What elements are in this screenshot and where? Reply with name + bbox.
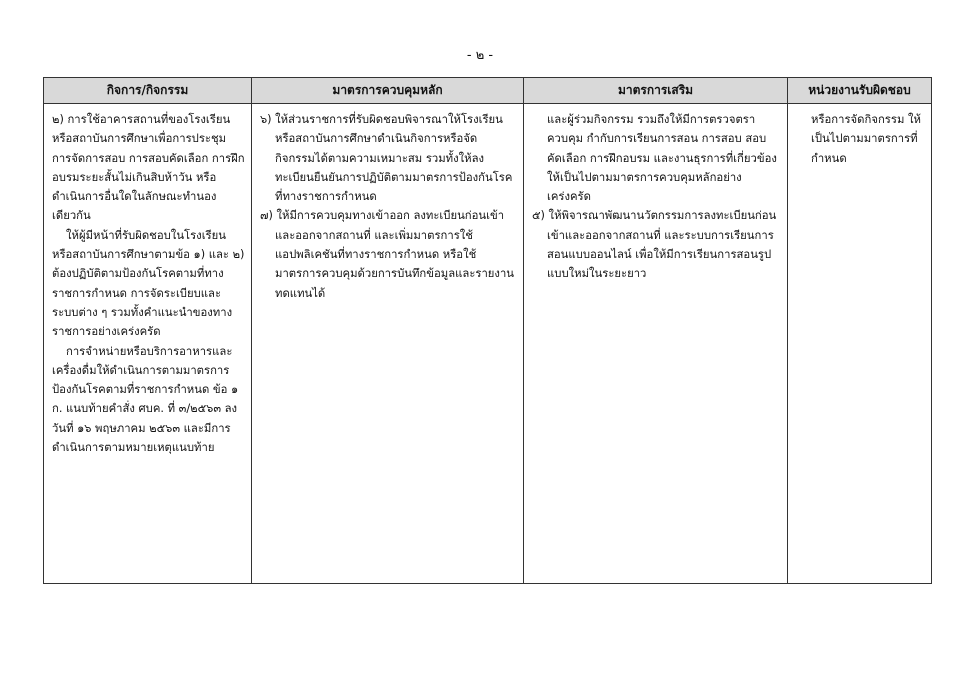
cell-additional-measures [524,104,788,584]
cell-activity [44,104,252,584]
page-number: - ๒ - [466,48,494,63]
cell-main-measures [252,104,524,584]
cell-responsible-agency [788,104,932,584]
header-additional-measures: มาตรการเสริม [524,78,788,104]
activity-responsibility: ให้ผู้มีหน้าที่รับผิดชอบในโรงเรียน หรือสถาบันการศึกษาตามข้อ ๑) และ ๒) ต้องปฏิบัติตามป้องกันโรคตามที่ทางราชการกำหนด การจัดระเบียบและระบบต่าง ๆ รวมทั้งคำแนะนำของทางราชการอย่างเคร่งครัด [52,228,245,339]
header-responsible-agency: หน่วยงานรับผิดชอบ [788,78,932,104]
table-header-row [44,78,932,104]
activity-item-2: ๒) การใช้อาคารสถานที่ของโรงเรียน หรือสถาบันการศึกษาเพื่อการประชุม การจัดการสอบ การสอบคัดเลือก การฝึกอบรมระยะสั้นไม่เกินสิบห้าวัน หรือดำเนินการอื่นใดในลักษณะทำนองเดียวกัน [52,113,245,223]
main-measure-6: ๖) ให้ส่วนราชการที่รับผิดชอบพิจารณาให้โรงเรียน หรือสถาบันการศึกษาดำเนินกิจการหรือจัดกิจกรรมได้ตามความเหมาะสม รวมทั้งให้ลงทะเบียนยืนยันการปฏิบัติตามมาตรการป้องกันโรคที่ทางราชการกำหนด [260,113,513,204]
activity-food-service: การจำหน่ายหรือบริการอาหารและเครื่องดื่มให้ดำเนินการตามมาตรการป้องกันโรคตามที่ราชการกำหนด ข้อ ๑ ก. แนบท้ายคำสั่ง ศบค. ที่ ๓/๒๕๖๓ ลงวันที่ ๑๖ พฤษภาคม ๒๕๖๓ และมีการดำเนินการตามหมายเหตุแนบท้าย [52,344,239,455]
measures-table [43,77,932,584]
additional-measure-5: ๕) ให้พิจารณาพัฒนานวัตกรรมการลงทะเบียนก่อนเข้าและออกจากสถานที่ และระบบการเรียนการสอนแบบออนไลน์ เพื่อให้มีการเรียนการสอนรูปแบบใหม่ในระยะยาว [532,209,777,281]
header-main-measures: มาตรการควบคุมหลัก [252,78,524,104]
main-measure-7: ๗) ให้มีการควบคุมทางเข้าออก ลงทะเบียนก่อนเข้าและออกจากสถานที่ และเพิ่มมาตรการใช้แอปพลิเคชันที่ทางราชการกำหนด หรือใช้มาตรการควบคุมด้วยการบันทึกข้อมูลและรายงานทดแทนได้ [260,209,515,300]
table-row [44,104,932,584]
header-activity: กิจการ/กิจกรรม [44,78,252,104]
responsible-agency-text: หรือการจัดกิจกรรม ให้เป็นไปตามมาตรการที่กำหนด [811,113,921,165]
additional-measure-continued: และผู้ร่วมกิจกรรม รวมถึงให้มีการตรวจตรา ควบคุม กำกับการเรียนการสอน การสอบ สอบคัดเลือก การฝึกอบรม และงานธุรการที่เกี่ยวข้องให้เป็นไปตามมาตรการควบคุมหลักอย่างเคร่งครัด [547,113,777,204]
